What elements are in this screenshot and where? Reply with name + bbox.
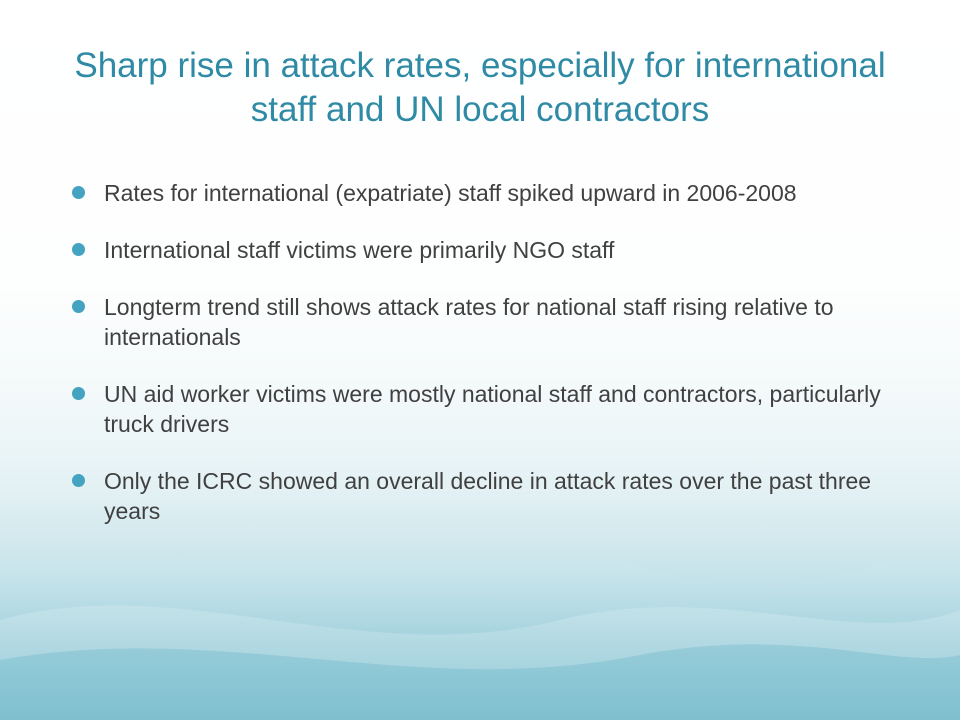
bullet-point-icon [72, 474, 85, 487]
bullet-item [72, 292, 892, 352]
bullet-text: UN aid worker victims were mostly national staff and contractors, particularly truck drivers [104, 381, 881, 437]
bullet-item [72, 235, 892, 265]
bullet-text: Only the ICRC showed an overall decline in attack rates over the past three years [104, 468, 872, 524]
slide-title: Sharp rise in attack rates, especially for international staff and UN local contractors [74, 46, 886, 129]
bullet-item [72, 178, 892, 208]
bullet-text: International staff victims were primarily NGO staff [104, 237, 615, 263]
bullet-list [72, 178, 892, 553]
bullet-point-icon [72, 300, 85, 313]
bullet-text: Rates for international (expatriate) staff spiked upward in 2006-2008 [104, 180, 797, 206]
bullet-point-icon [72, 387, 85, 400]
bullet-point-icon [72, 186, 85, 199]
bullet-item [72, 379, 892, 439]
bullet-point-icon [72, 243, 85, 256]
bullet-item [72, 466, 892, 526]
bullet-text: Longterm trend still shows attack rates for national staff rising relative to internationals [104, 294, 834, 350]
